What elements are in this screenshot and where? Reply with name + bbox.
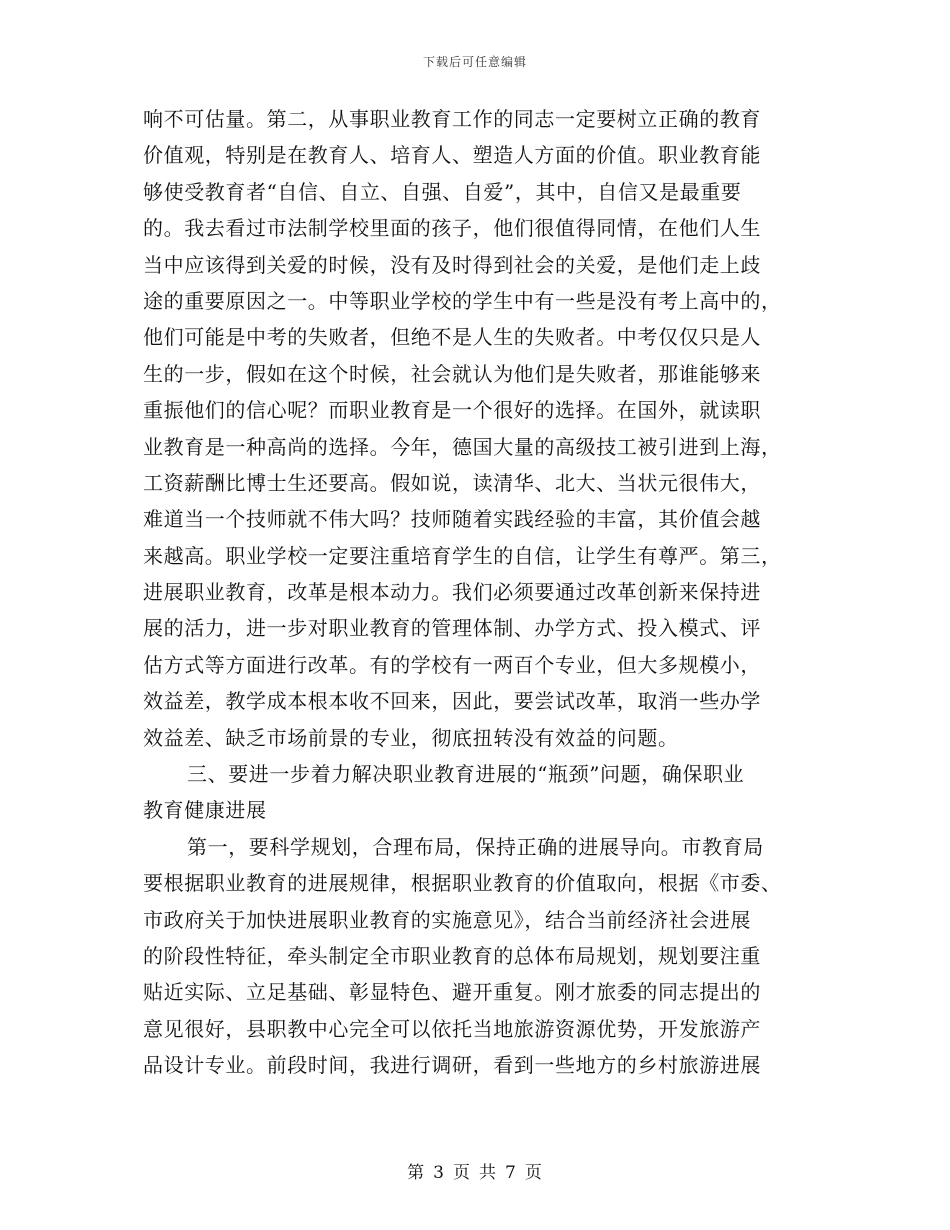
text-line: 的。我去看过市法制学校里面的孩子，他们很值得同情，在他们人生 [143, 216, 761, 241]
document-body [143, 101, 811, 1084]
text-line: 重振他们的信心呢？而职业教育是一个很好的选择。在国外，就读职 [143, 398, 761, 423]
text-line: 贴近实际、立足基础、彰显特色、避开重复。刚才旅委的同志提出的 [143, 980, 761, 1005]
section-heading-line: 教育健康进展 [143, 798, 267, 823]
section-heading-line: 三、要进一步着力解决职业教育进展的“瓶颈”问题，确保职业 [187, 762, 745, 787]
text-line: 进展职业教育，改革是根本动力。我们必须要通过改革创新来保持进 [143, 580, 761, 605]
text-line: 响不可估量。第二，从事职业教育工作的同志一定要树立正确的教育 [143, 107, 761, 131]
text-line: 来越高。职业学校一定要注重培育学生的自信，让学生有尊严。第三， [143, 543, 782, 568]
text-line: 他们可能是中考的失败者，但绝不是人生的失败者。中考仅仅只是人 [143, 325, 761, 350]
text-line: 生的一步，假如在这个时候，社会就认为他们是失败者，那谁能够来 [143, 361, 761, 386]
text-line: 当中应该得到关爱的时候，没有及时得到社会的关爱，是他们走上歧 [143, 252, 761, 277]
current-page-number: 3 [433, 1163, 445, 1183]
text-line: 效益差、缺乏市场前景的专业，彻底扭转没有效益的问题。 [143, 725, 679, 750]
text-line: 工资薪酬比博士生还要高。假如说，读清华、北大、当状元很伟大， [143, 470, 761, 495]
text-line: 业教育是一种高尚的选择。今年，德国大量的高级技工被引进到上海， [143, 434, 782, 459]
text-line: 效益差，教学成本根本收不回来，因此，要尝试改革，取消一些办学 [143, 689, 761, 714]
page-header: 下载后可任意编辑 [422, 55, 527, 69]
text-line: 品设计专业。前段时间，我进行调研，看到一些地方的乡村旅游进展 [143, 1053, 761, 1078]
text-line: 第一，要科学规划，合理布局，保持正确的进展导向。市教育局 [187, 834, 764, 859]
text-line: 价值观，特别是在教育人、培育人、塑造人方面的价值。职业教育能 [143, 143, 761, 168]
text-line: 够使受教育者“自信、自立、自强、自爱”，其中，自信又是最重要 [143, 179, 742, 204]
page-unit-label-end: 页 [524, 1163, 543, 1183]
total-label: 共 [479, 1163, 497, 1183]
text-line: 的阶段性特征，牵头制定全市职业教育的总体布局规划，规划要注重 [143, 943, 761, 968]
page-unit-label: 页 [453, 1163, 471, 1183]
text-line: 市政府关于加快进展职业教育的实施意见》，结合当前经济社会进展 [143, 907, 751, 932]
page-footer [0, 1158, 950, 1183]
text-line: 估方式等方面进行改革。有的学校有一两百个专业，但大多规模小， [143, 652, 761, 677]
text-line: 难道当一个技师就不伟大吗？技师随着实践经验的丰富，其价值会越 [143, 507, 761, 532]
text-line: 展的活力，进一步对职业教育的管理体制、办学方式、投入模式、评 [143, 616, 761, 641]
text-line: 要根据职业教育的进展规律，根据职业教育的价值取向，根据《市委、 [143, 871, 782, 896]
text-line: 意见很好，县职教中心完全可以依托当地旅游资源优势，开发旅游产 [143, 1016, 761, 1041]
text-line: 途的重要原因之一。中等职业学校的学生中有一些是没有考上高中的， [143, 288, 782, 313]
total-pages-number: 7 [505, 1163, 517, 1183]
page-label: 第 [407, 1163, 426, 1183]
